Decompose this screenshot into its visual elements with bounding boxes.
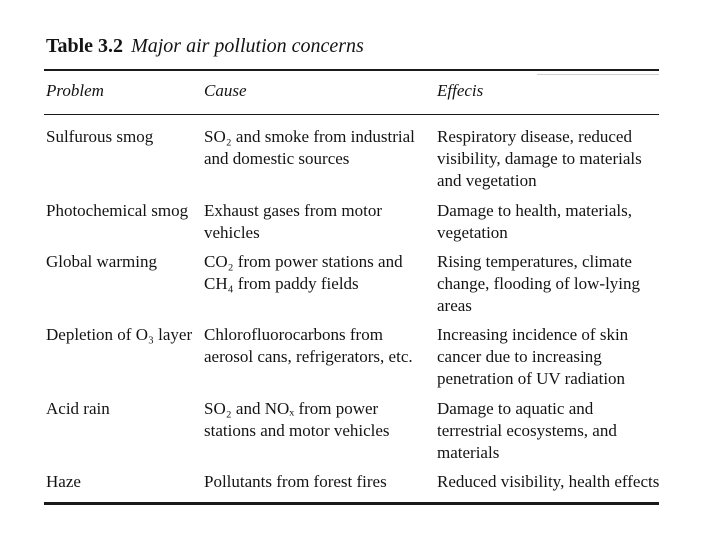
row-5-cause [204, 398, 390, 442]
row-4-cause-line-1: Chlorofluorocarbons from [204, 325, 383, 344]
table-title [46, 34, 364, 58]
header-rule [44, 114, 659, 115]
row-5-effects-line-1: Damage to aquatic and [437, 399, 594, 418]
row-3-cause-line-2: CH₄ from paddy fields [204, 274, 359, 293]
row-4-cause [204, 324, 413, 368]
row-5-effects-line-2: terrestrial ecosystems, and [437, 421, 617, 440]
row-1-cause [204, 126, 415, 170]
row-1-effects-line-2: visibility, damage to materials [437, 149, 642, 168]
row-3-effects [437, 251, 640, 317]
row-3-problem: Global warming [46, 252, 157, 271]
row-4-problem: Depletion of O₃ layer [46, 325, 193, 344]
row-6-effects-line-1: Reduced visibility, health effects [437, 472, 660, 491]
row-1-effects-line-1: Respiratory disease, reduced [437, 127, 632, 146]
row-6-cause-line-1: Pollutants from forest fires [204, 472, 387, 491]
row-5-cause-line-1: SO₂ and NOₓ from power [204, 399, 379, 418]
top-rule [44, 69, 659, 71]
row-2-cause-line-1: Exhaust gases from motor [204, 201, 382, 220]
row-4-effects [437, 324, 628, 390]
row-3-effects-line-2: change, flooding of low-lying [437, 274, 641, 293]
row-1-cause-line-1: SO₂ and smoke from industrial [204, 127, 415, 146]
row-6-problem: Haze [46, 472, 81, 491]
row-4-effects-line-1: Increasing incidence of skin [437, 325, 629, 344]
bottom-rule [44, 502, 659, 505]
row-5-effects-line-3: materials [437, 443, 500, 462]
header-cause: Cause [204, 81, 247, 100]
scan-artifact-line [537, 74, 659, 75]
row-5-problem: Acid rain [46, 399, 110, 418]
table-caption: Major air pollution concerns [131, 35, 364, 57]
row-3-effects-line-3: areas [437, 296, 472, 315]
row-4-effects-line-3: penetration of UV radiation [437, 369, 626, 388]
row-1-effects [437, 126, 642, 192]
row-1-problem: Sulfurous smog [46, 127, 154, 146]
row-3-effects-line-1: Rising temperatures, climate [437, 252, 632, 271]
header-problem: Problem [46, 81, 104, 100]
header-effects: Effecis [437, 81, 484, 100]
row-6-cause [204, 471, 387, 493]
row-1-effects-line-3: and vegetation [437, 171, 537, 190]
row-2-effects-line-2: vegetation [437, 223, 508, 242]
row-1-cause-line-2: and domestic sources [204, 149, 350, 168]
table-number: Table 3.2 [46, 35, 124, 57]
row-6-effects [437, 471, 659, 493]
row-4-cause-line-2: aerosol cans, refrigerators, etc. [204, 347, 413, 366]
row-3-cause [204, 251, 403, 295]
row-2-problem: Photochemical smog [46, 201, 189, 220]
row-5-cause-line-2: stations and motor vehicles [204, 421, 390, 440]
row-4-effects-line-2: cancer due to increasing [437, 347, 602, 366]
row-5-effects [437, 398, 617, 464]
row-2-effects [437, 200, 632, 244]
row-2-cause [204, 200, 382, 244]
row-2-effects-line-1: Damage to health, materials, [437, 201, 632, 220]
row-2-cause-line-2: vehicles [204, 223, 260, 242]
row-3-cause-line-1: CO₂ from power stations and [204, 252, 403, 271]
